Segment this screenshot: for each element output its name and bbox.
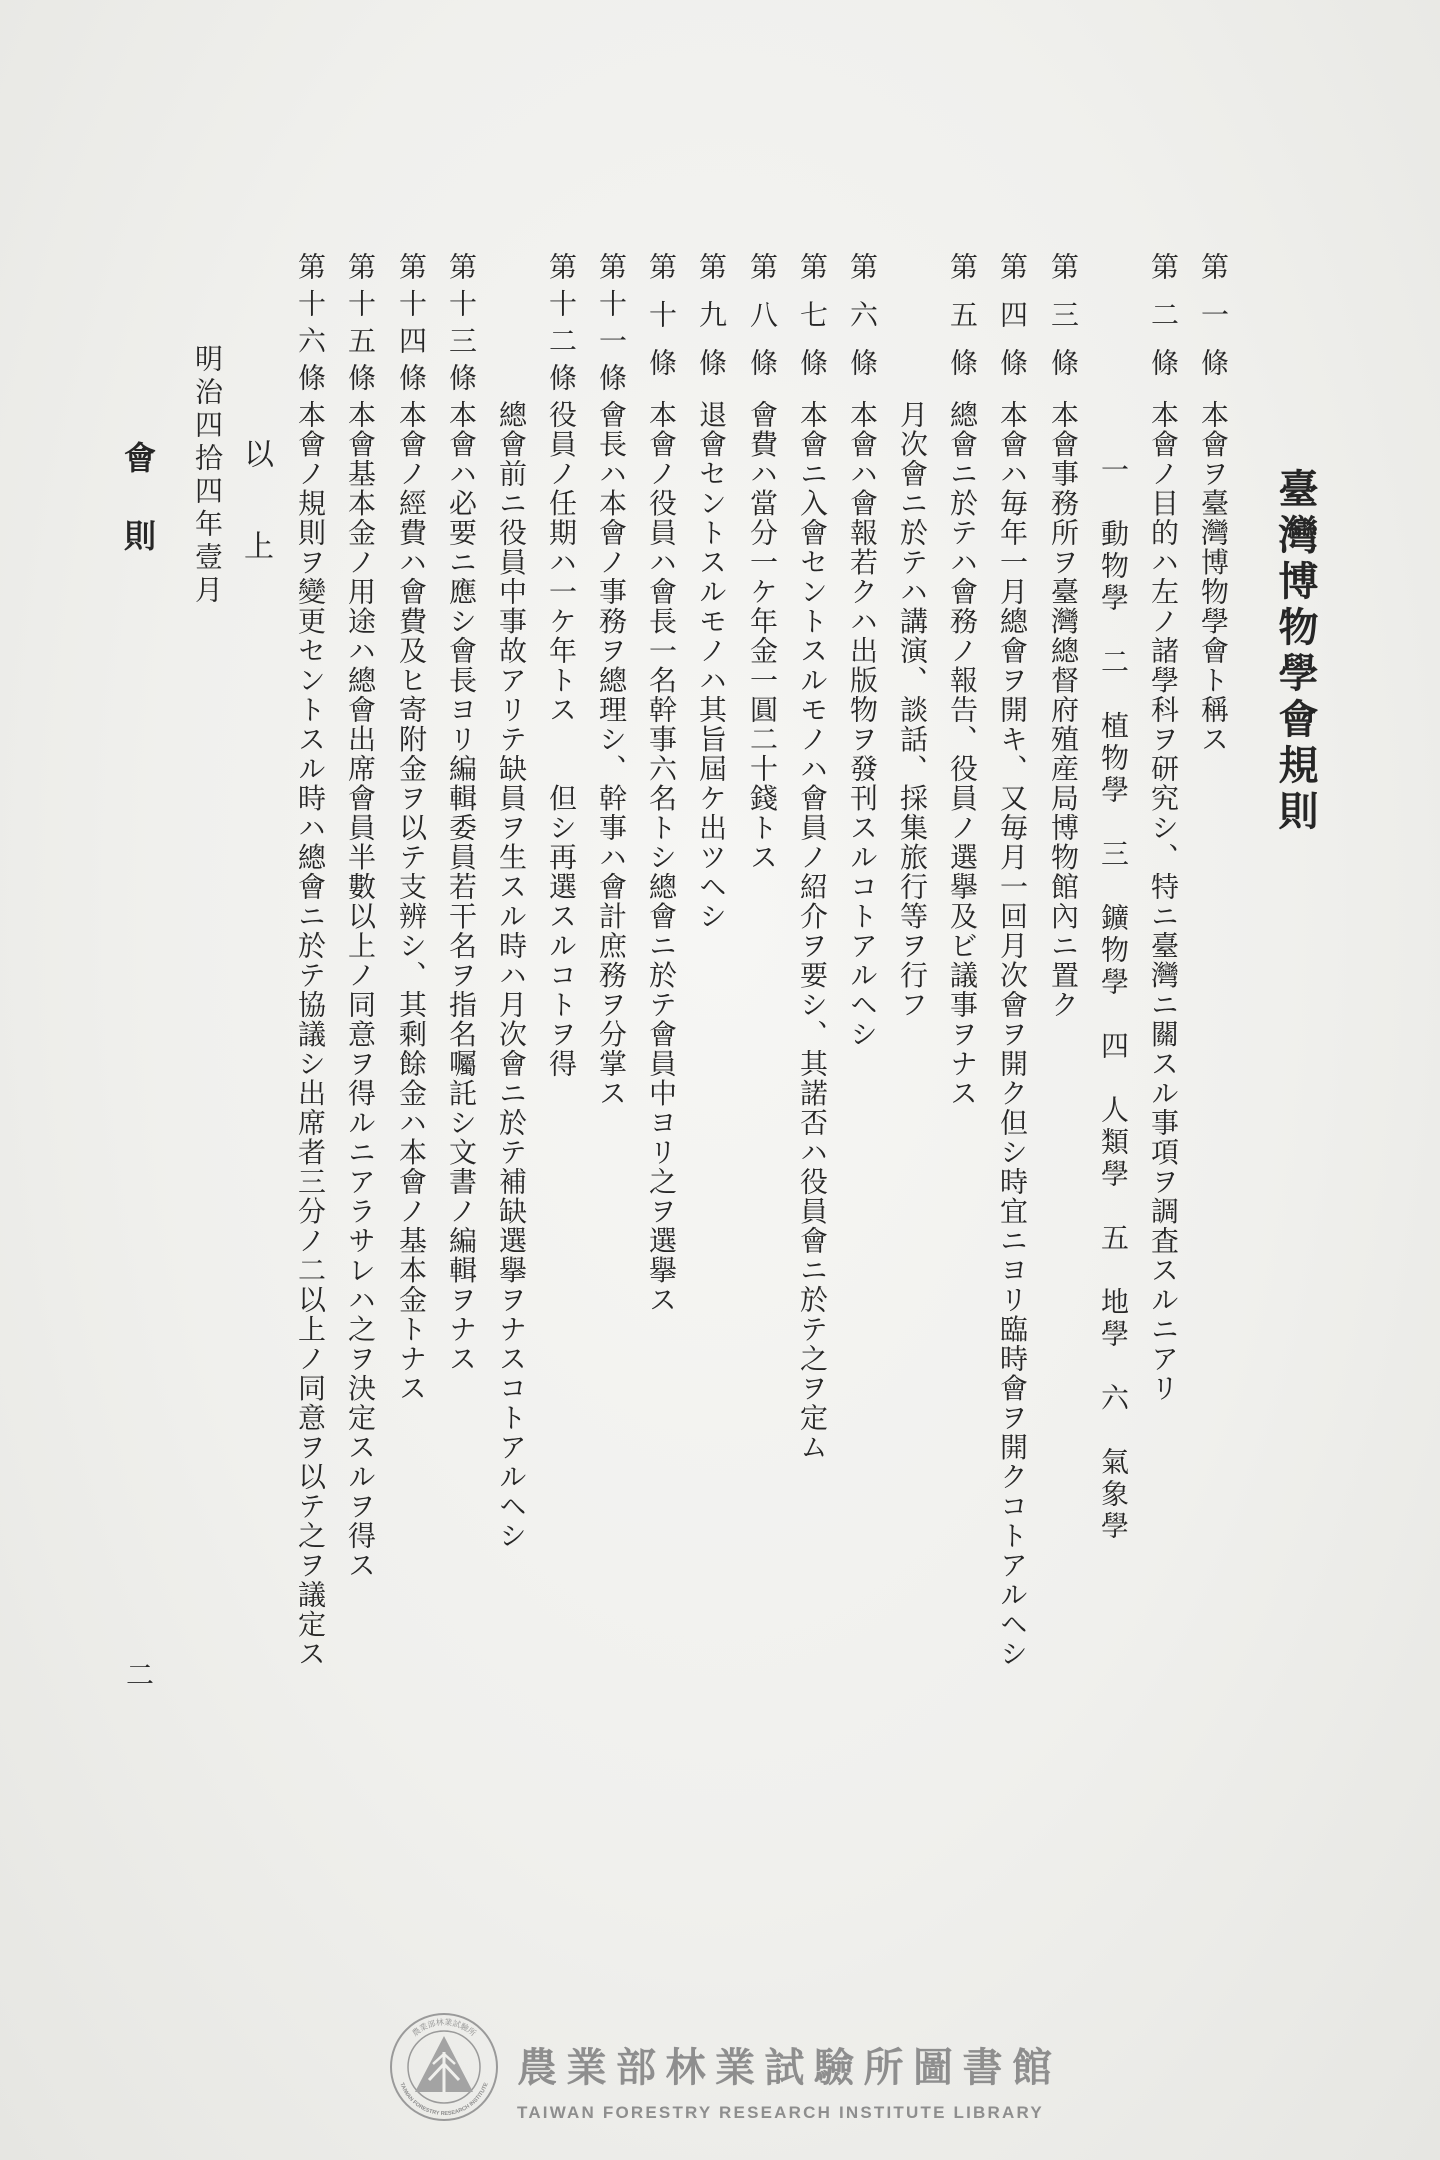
article-text: 本會ノ經費ハ會費及ヒ寄附金ヲ以テ支辨シ、其剩餘金ハ本會ノ基本金トナス (395, 400, 428, 1403)
article-number: 第八條 (746, 252, 779, 396)
article-number: 第十六條 (294, 252, 327, 400)
article-number: 第五條 (946, 252, 979, 396)
article-text: 役員ノ任期ハ一ケ年トス 但シ再選スルコトヲ得 (545, 400, 578, 1079)
article-number: 第十條 (645, 252, 678, 396)
logo-text-bottom-path: TAIWAN FORESTRY RESEARCH INSTITUTE (398, 2081, 490, 2118)
article-number: 第三條 (1047, 252, 1080, 396)
closing-mark: 以 上 (238, 438, 273, 576)
article-text: 退會セントスルモノハ其旨屆ケ出ツヘシ (695, 400, 728, 931)
article-text: 總會ニ於テハ會務ノ報告、役員ノ選擧及ビ議事ヲナス (946, 400, 979, 1108)
article-number: 第一條 (1197, 252, 1230, 396)
article-number: 第六條 (846, 252, 879, 396)
article-number: 第十二條 (545, 252, 578, 400)
article-text: 本會ハ必要ニ應シ會長ヨリ編輯委員若干名ヲ指名囑託シ文書ノ編輯ヲナス (445, 400, 478, 1374)
article-text: 會長ハ本會ノ事務ヲ總理シ、幹事ハ會計庶務ヲ分掌ス (595, 400, 628, 1108)
document-title: 臺灣博物學會規則 (1272, 468, 1319, 836)
article-text: 本會事務所ヲ臺灣總督府殖産局博物館內ニ置ク (1047, 400, 1080, 1020)
article-number: 第九條 (695, 252, 728, 396)
article-text: 本會ハ毎年一月總會ヲ開キ、又毎月一回月次會ヲ開ク但シ時宜ニヨリ臨時會ヲ開クコトアルヘシ (996, 400, 1029, 1669)
library-name-chinese: 農業部林業試驗所圖書館 (517, 2045, 1062, 2091)
running-header: 會 則 (119, 441, 157, 558)
article-number: 第十三條 (445, 252, 478, 400)
article-text: 本會ノ規則ヲ變更セントスル時ハ總會ニ於テ協議シ出席者三分ノ二以上ノ同意ヲ以テ之ヲ議定ス (294, 400, 327, 1669)
article-text: 本會基本金ノ用途ハ總會出席會員半數以上ノ同意ヲ得ルニアラサレハ之ヲ決定スルヲ得ス (344, 400, 377, 1580)
subject-list: 一 動物學 二 植物學 三 鑛物學 四 人類學 五 地學 六 氣象學 (1097, 455, 1130, 1543)
article-number: 第十一條 (595, 252, 628, 400)
article-text: 本會ノ役員ハ會長一名幹事六名トシ總會ニ於テ會員中ヨリ之ヲ選擧ス (645, 400, 678, 1315)
tree-emblem-icon (415, 2036, 473, 2092)
article-number: 第二條 (1147, 252, 1180, 396)
article-number: 第四條 (996, 252, 1029, 396)
article-number: 第七條 (796, 252, 829, 396)
logo-text-top-path: 農業部林業試驗所 (410, 2017, 478, 2039)
article-continuation: 總會前ニ役員中事故アリテ缺員ヲ生スル時ハ月次會ニ於テ補缺選擧ヲナスコトアルヘシ (495, 400, 528, 1551)
article-number: 第十五條 (344, 252, 377, 400)
article-text: 會費ハ當分一ケ年金一圓二十錢トス (746, 400, 779, 872)
library-name-english: TAIWAN FORESTRY RESEARCH INSTITUTE LIBRARY (517, 2103, 1044, 2122)
document-date: 明治四拾四年壹月 (191, 344, 224, 608)
article-continuation: 月次會ニ於テハ講演、談話、採集旅行等ヲ行フ (896, 400, 929, 1020)
library-logo (389, 2012, 499, 2122)
page-number: 二 (122, 1660, 155, 1688)
article-text: 本會ハ會報若クハ出版物ヲ發刊スルコトアルヘシ (846, 400, 879, 1049)
article-number: 第十四條 (395, 252, 428, 400)
article-text: 本會ヲ臺灣博物學會ト稱ス (1197, 400, 1230, 754)
article-text: 本會ノ目的ハ左ノ諸學科ヲ研究シ、特ニ臺灣ニ關スル事項ヲ調査スルニアリ (1147, 400, 1180, 1403)
article-text: 本會ニ入會セントスルモノハ會員ノ紹介ヲ要シ、其諾否ハ役員會ニ於テ之ヲ定ム (796, 400, 829, 1462)
